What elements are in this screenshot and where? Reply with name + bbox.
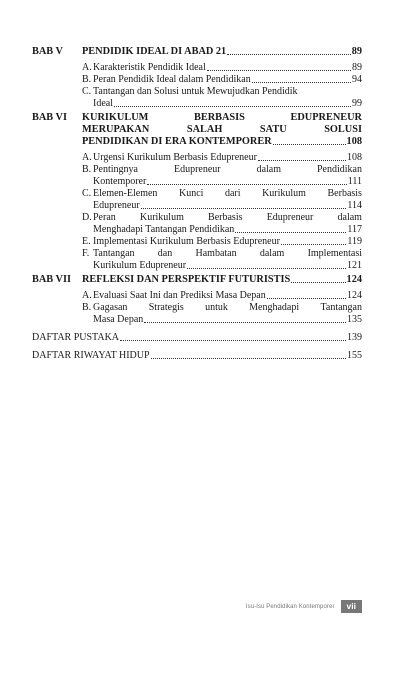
- toc-section[interactable]: A. Evaluasi Saat Ini dan Prediksi Masa Depan 124: [82, 290, 362, 301]
- toc-section[interactable]: E. Implementasi Kurikulum Berbasis Edupreneur 119: [82, 236, 362, 247]
- toc-biography[interactable]: DAFTAR RIWAYAT HIDUP 155: [32, 350, 362, 361]
- toc-section[interactable]: F. Tantangan dan Hambatan dalam Implementasi Kurikulum Edupreneur 121: [82, 248, 362, 271]
- chapter-title: REFLEKSI DAN PERSPEKTIF FUTURISTIS: [82, 274, 291, 285]
- chapter-page: 89: [351, 46, 362, 57]
- toc-section[interactable]: C. Tantangan dan Solusi untuk Mewujudkan Pendidik Ideal 99: [82, 86, 362, 109]
- chapter-page: 108: [346, 136, 362, 147]
- toc-section[interactable]: B. Pentingnya Edupreneur dalam Pendidikan Kontemporer 111: [82, 164, 362, 187]
- page-footer: [246, 600, 362, 613]
- toc-section[interactable]: B. Peran Pendidik Ideal dalam Pendidikan 94: [82, 74, 362, 85]
- chapter-page: 124: [346, 274, 362, 285]
- chapter-label: BAB VI: [32, 112, 68, 123]
- chapter-label: BAB V: [32, 46, 63, 57]
- toc-section[interactable]: D. Peran Kurikulum Berbasis Edupreneur dalam Menghadapi Tantangan Pendidikan 117: [82, 212, 362, 235]
- footer-book-title: Isu-Isu Pendidikan Kontemporer: [245, 603, 335, 610]
- toc-chapter-5[interactable]: [32, 46, 362, 58]
- toc-section[interactable]: B. Gagasan Strategis untuk Menghadapi Tantangan Masa Depan 135: [82, 302, 362, 325]
- chapter-title: PENDIDIK IDEAL DI ABAD 21: [82, 46, 227, 57]
- toc-chapter-6[interactable]: BAB VI KURIKULUM BERBASIS EDUPRENEUR MERUPAKAN SALAH SATU SOLUSI PENDIDIKAN DI ERA KONTEMPORER 108: [32, 112, 362, 147]
- page-number-badge: vii: [341, 600, 362, 613]
- toc-section[interactable]: A. Urgensi Kurikulum Berbasis Edupreneur 108: [82, 152, 362, 163]
- toc-bibliography[interactable]: DAFTAR PUSTAKA 139: [32, 332, 362, 343]
- toc-section[interactable]: C. Elemen-Elemen Kunci dari Kurikulum Berbasis Edupreneur 114: [82, 188, 362, 211]
- toc-chapter-7[interactable]: [32, 274, 362, 286]
- table-of-contents: [32, 46, 362, 362]
- toc-section[interactable]: A. Karakteristik Pendidik Ideal 89: [82, 62, 362, 73]
- chapter-label: BAB VII: [32, 274, 72, 285]
